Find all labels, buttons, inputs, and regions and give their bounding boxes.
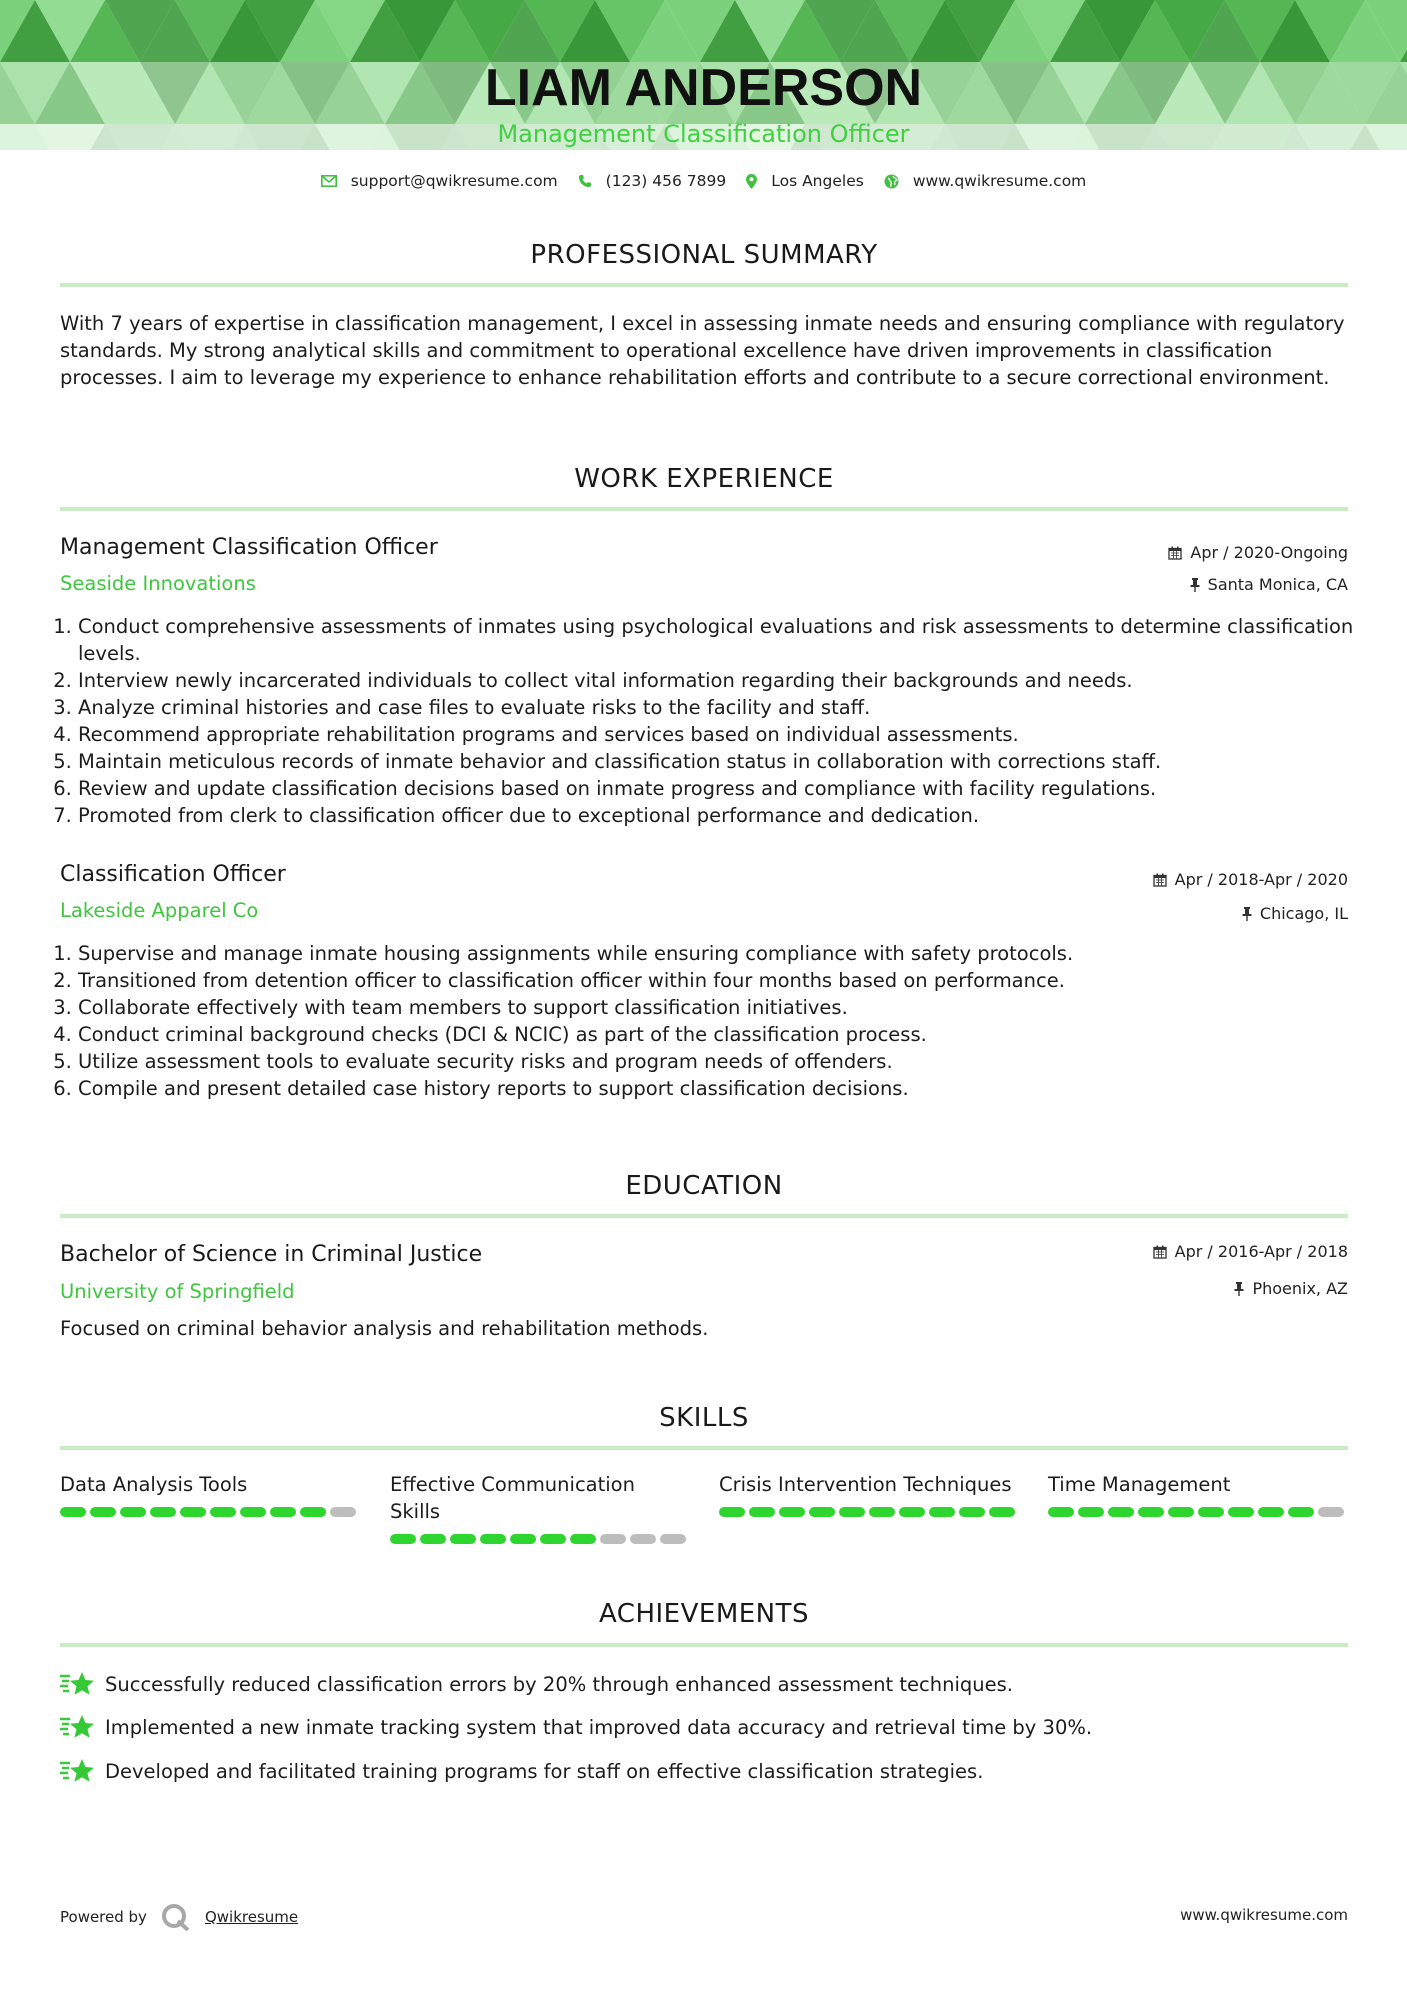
company-name: Lakeside Apparel Co (60, 899, 259, 922)
skill-segment-empty (660, 1534, 686, 1544)
list-item: 4. Conduct criminal background checks (DCI & NCIC) as part of the classification process. (78, 1021, 1366, 1048)
skill-item (719, 1471, 1019, 1517)
job-location (1190, 575, 1348, 594)
experience-rule (60, 507, 1348, 511)
skill-item (390, 1471, 690, 1544)
education-rule (60, 1214, 1348, 1218)
skill-segment-filled (929, 1507, 955, 1517)
star-icon (60, 1713, 96, 1741)
candidate-name: LIAM ANDERSON (484, 59, 923, 117)
skill-segment-filled (1108, 1507, 1134, 1517)
skill-segment-filled (570, 1534, 596, 1544)
job-location-text: Chicago, IL (1259, 904, 1348, 923)
education-location-text: Phoenix, AZ (1252, 1279, 1348, 1298)
pin-icon (1242, 907, 1252, 921)
skill-segment-filled (989, 1507, 1015, 1517)
skill-segment-filled (270, 1507, 296, 1517)
skill-item (60, 1471, 360, 1517)
skill-segment-filled (899, 1507, 925, 1517)
summary-rule (60, 283, 1348, 287)
job-bullets (60, 940, 1366, 1102)
skill-name: Data Analysis Tools (60, 1473, 248, 1496)
achievement-text: Developed and facilitated training programs for staff on effective classification strategies. (105, 1759, 984, 1783)
skill-name: Effective Communication Skills (390, 1473, 635, 1523)
skill-segment-filled (510, 1534, 536, 1544)
achievements-heading: ACHIEVEMENTS (598, 1599, 810, 1629)
star-icon (60, 1757, 96, 1785)
skill-segment-filled (839, 1507, 865, 1517)
list-item: 3. Analyze criminal histories and case files to evaluate risks to the facility and staff. (78, 694, 1366, 721)
skill-segment-filled (779, 1507, 805, 1517)
calendar-icon (1153, 1245, 1167, 1259)
list-item: 5. Utilize assessment tools to evaluate security risks and program needs of offenders. (78, 1048, 1366, 1075)
achievements-rule (60, 1643, 1348, 1647)
list-item: 1. Supervise and manage inmate housing assignments while ensuring compliance with safety protocols. (78, 940, 1366, 967)
achievement-text: Successfully reduced classification errors by 20% through enhanced assessment techniques. (105, 1672, 1013, 1696)
skill-segment-filled (60, 1507, 86, 1517)
skill-segment-filled (1138, 1507, 1164, 1517)
skill-segment-filled (719, 1507, 745, 1517)
education-description: Focused on criminal behavior analysis and rehabilitation methods. (60, 1317, 709, 1340)
skill-segment-filled (869, 1507, 895, 1517)
skill-segment-filled (120, 1507, 146, 1517)
qwikresume-logo-icon (161, 1903, 191, 1931)
skill-segment-filled (210, 1507, 236, 1517)
skill-segment-filled (1288, 1507, 1314, 1517)
phone-text: (123) 456 7899 (605, 172, 727, 190)
achievement-text: Implemented a new inmate tracking system that improved data accuracy and retrieval time by 30%. (105, 1715, 1093, 1739)
skill-segment-filled (450, 1534, 476, 1544)
degree-title: Bachelor of Science in Criminal Justice (60, 1242, 483, 1267)
achievement-item (60, 1670, 1013, 1698)
skill-name: Crisis Intervention Techniques (719, 1473, 1012, 1496)
resume-body (60, 0, 1354, 1990)
skill-level-bar (719, 1507, 1019, 1517)
job-location (1242, 904, 1348, 923)
job-title: Classification Officer (60, 862, 286, 887)
calendar-icon (1153, 873, 1167, 887)
email-text: support@qwikresume.com (350, 172, 558, 190)
skills-rule (60, 1446, 1348, 1450)
skill-segment-filled (1258, 1507, 1284, 1517)
skill-item (1048, 1471, 1348, 1517)
skill-name: Time Management (1048, 1473, 1231, 1496)
summary-text: With 7 years of expertise in classification management, I excel in assessing inmate needs and ensuring compliance with regulatory standards. My strong analytical skills and commitment to operational excellence have driven improvements in classification processes. I aim to leverage my experience to enhance rehabilitation efforts and contribute to a secure correctional environment. (60, 312, 1345, 389)
skill-segment-filled (540, 1534, 566, 1544)
list-item: 4. Recommend appropriate rehabilitation programs and services based on individual assessments. (78, 721, 1366, 748)
powered-by-label: Powered by (60, 1908, 147, 1926)
job-location-text: Santa Monica, CA (1207, 575, 1348, 594)
list-item: 2. Interview newly incarcerated individuals to collect vital information regarding their backgrounds and needs. (78, 667, 1366, 694)
company-name: Seaside Innovations (60, 572, 256, 595)
candidate-title: Management Classification Officer (497, 120, 910, 148)
footer-website[interactable]: www.qwikresume.com (1180, 1906, 1348, 1924)
education-dates (1153, 1242, 1348, 1261)
footer-powered-by (60, 1903, 298, 1931)
location-text: Los Angeles (771, 172, 864, 190)
skill-segment-filled (1048, 1507, 1074, 1517)
skill-segment-filled (1078, 1507, 1104, 1517)
list-item: 1. Conduct comprehensive assessments of inmates using psychological evaluations and risk assessments to determine classification levels. (78, 613, 1366, 667)
skill-segment-empty (330, 1507, 356, 1517)
skill-segment-filled (180, 1507, 206, 1517)
skill-segment-filled (150, 1507, 176, 1517)
skill-segment-empty (630, 1534, 656, 1544)
job-dates-text: Apr / 2020-Ongoing (1190, 543, 1348, 562)
calendar-icon (1168, 546, 1182, 560)
job-dates (1153, 870, 1348, 889)
skill-segment-filled (420, 1534, 446, 1544)
star-icon (60, 1670, 96, 1698)
job-dates-text: Apr / 2018-Apr / 2020 (1174, 870, 1348, 889)
school-name: University of Springfield (60, 1280, 295, 1303)
list-item: 6. Review and update classification decisions based on inmate progress and compliance with facility regulations. (78, 775, 1366, 802)
skill-segment-filled (480, 1534, 506, 1544)
skill-segment-filled (300, 1507, 326, 1517)
job-dates (1168, 543, 1348, 562)
education-location (1234, 1279, 1348, 1298)
list-item: 6. Compile and present detailed case history reports to support classification decisions. (78, 1075, 1366, 1102)
list-item: 2. Transitioned from detention officer to classification officer within four months based on performance. (78, 967, 1366, 994)
summary-heading: PROFESSIONAL SUMMARY (530, 240, 878, 270)
achievement-item (60, 1757, 983, 1785)
skill-segment-filled (1168, 1507, 1194, 1517)
achievement-item (60, 1713, 1092, 1741)
experience-heading: WORK EXPERIENCE (574, 464, 834, 494)
job-bullets (60, 613, 1366, 829)
qwikresume-link[interactable]: Qwikresume (204, 1908, 299, 1926)
job-title: Management Classification Officer (60, 535, 438, 560)
website-text: www.qwikresume.com (912, 172, 1087, 190)
skill-segment-filled (240, 1507, 266, 1517)
pin-icon (1234, 1282, 1244, 1296)
skill-segment-filled (749, 1507, 775, 1517)
skill-level-bar (390, 1534, 690, 1544)
list-item: 7. Promoted from clerk to classification officer due to exceptional performance and dedication. (78, 802, 1366, 829)
skills-heading: SKILLS (659, 1403, 749, 1433)
skill-segment-filled (1228, 1507, 1254, 1517)
skill-level-bar (1048, 1507, 1348, 1517)
education-heading: EDUCATION (625, 1171, 783, 1201)
list-item: 5. Maintain meticulous records of inmate behavior and classification status in collaboration with corrections staff. (78, 748, 1366, 775)
skill-segment-filled (90, 1507, 116, 1517)
skill-segment-empty (1318, 1507, 1344, 1517)
skill-segment-filled (959, 1507, 985, 1517)
list-item: 3. Collaborate effectively with team members to support classification initiatives. (78, 994, 1366, 1021)
skill-segment-filled (809, 1507, 835, 1517)
skill-segment-filled (390, 1534, 416, 1544)
skill-level-bar (60, 1507, 360, 1517)
skill-segment-filled (1198, 1507, 1224, 1517)
skill-segment-empty (600, 1534, 626, 1544)
education-dates-text: Apr / 2016-Apr / 2018 (1174, 1242, 1348, 1261)
pin-icon (1190, 578, 1200, 592)
